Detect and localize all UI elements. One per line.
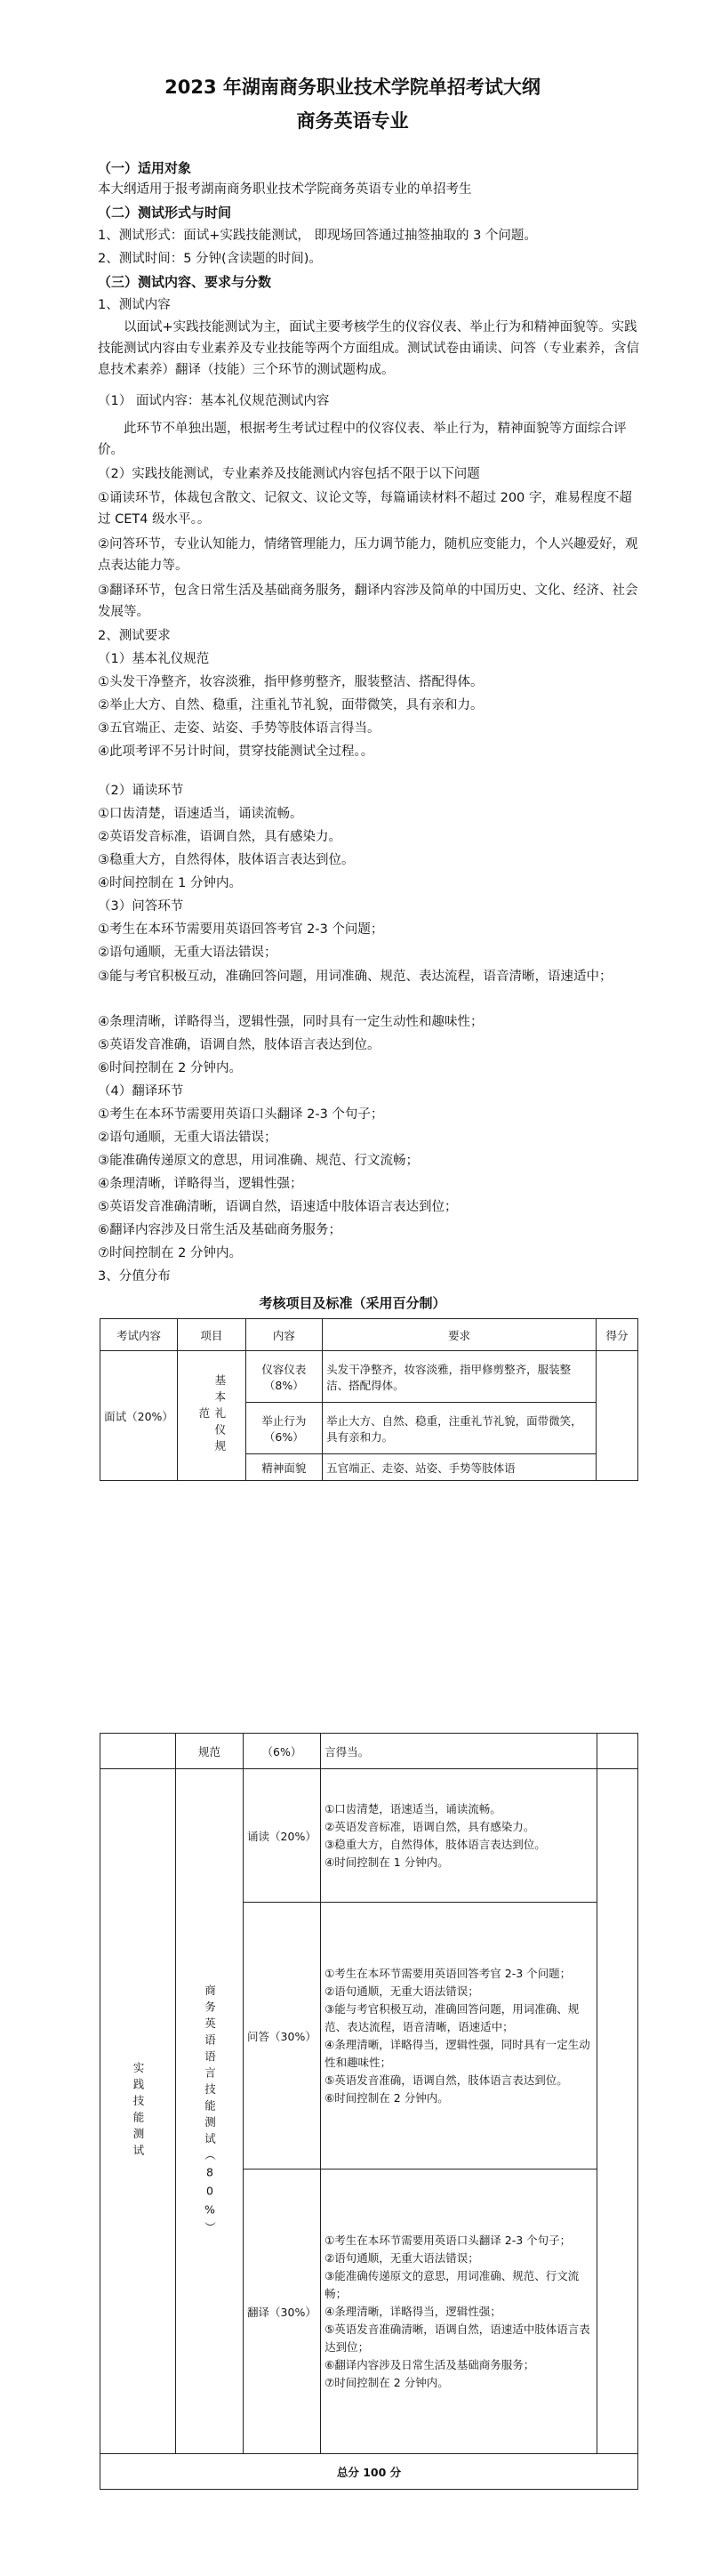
table-cell: （6%） bbox=[243, 1734, 320, 1769]
paragraph: ③稳重大方，自然得体，肢体语言表达到位。 bbox=[98, 853, 355, 867]
table-cell bbox=[321, 2169, 597, 2454]
paragraph: 本大纲适用于报考湖南商务职业技术学院商务英语专业的单招考生 bbox=[98, 182, 472, 197]
table-cell: 精神面貌 bbox=[245, 1454, 322, 1481]
requirement-item: ③能与考官积极互动，准确回答问题，用词准确、规范、表达流程，语音清晰，语速适中； bbox=[324, 2001, 580, 2033]
table-cell bbox=[100, 1734, 176, 1769]
paragraph: ①诵读环节，体裁包含散文、记叙文、议论文等，每篇诵读材料不超过 200 字，难易程度不超过 CET4 级水平。。 bbox=[98, 491, 632, 527]
requirement-item: ⑥时间控制在 2 分钟内。 bbox=[324, 2090, 449, 2105]
table-cell: 言得当。 bbox=[321, 1734, 597, 1769]
table-cell bbox=[321, 1769, 597, 1903]
score-table-part1 bbox=[100, 1318, 638, 1481]
table-cell: 仪容仪表（8%） bbox=[245, 1351, 322, 1403]
table-header-cell: 要求 bbox=[323, 1319, 597, 1351]
paragraph: ②语句通顺，无重大语法错误； bbox=[98, 1131, 277, 1145]
paragraph: （2）实践技能测试，专业素养及技能测试内容包括不限于以下问题 bbox=[98, 467, 480, 481]
subheading: 2、测试要求 bbox=[98, 629, 171, 643]
paragraph: ③翻译环节，包含日常生活及基础商务服务，翻译内容涉及简单的中国历史、文化、经济、社会发展等。 bbox=[98, 584, 638, 619]
requirement-item: ①考生在本环节需要用英语口头翻译 2-3 个句子； bbox=[324, 2233, 572, 2247]
paragraph: ①考生在本环节需要用英语口头翻译 2-3 个句子； bbox=[98, 1107, 384, 1122]
requirement-item: ④条理清晰，详略得当，逻辑性强； bbox=[324, 2304, 501, 2318]
subheading: 3、分值分布 bbox=[98, 1269, 171, 1284]
table-cell: 翻译（30%） bbox=[243, 2169, 320, 2454]
paragraph: ④时间控制在 1 分钟内。 bbox=[98, 876, 242, 890]
requirement-item: ⑥翻译内容涉及日常生活及基础商务服务； bbox=[324, 2357, 535, 2371]
document-title: 2023 年湖南商务职业技术学院单招考试大纲 bbox=[164, 76, 541, 98]
paragraph: ④条理清晰，详略得当，逻辑性强； bbox=[98, 1177, 303, 1191]
table-cell-text: 实践技能测试 bbox=[132, 2062, 146, 2161]
paragraph: （1） 面试内容：基本礼仪规范测试内容 bbox=[98, 394, 330, 408]
table-cell bbox=[178, 1351, 246, 1481]
paragraph: ②语句通顺，无重大语法错误； bbox=[98, 946, 277, 960]
requirement-item: ①考生在本环节需要用英语回答考官 2-3 个问题； bbox=[324, 1966, 572, 1980]
paragraph: ⑥时间控制在 2 分钟内。 bbox=[98, 1061, 242, 1075]
table-header-cell: 内容 bbox=[245, 1319, 322, 1351]
paragraph: ③能与考官积极互动，准确回答问题，用词准确、规范、表达流程，语音清晰，语速适中； bbox=[98, 970, 613, 984]
paragraph: 2、测试时间：5 分钟(含读题的时间)。 bbox=[98, 252, 322, 266]
requirement-item: ⑤英语发音准确清晰，语调自然，语速适中肢体语言表达到位； bbox=[324, 2322, 590, 2354]
paragraph: 1、测试形式：面试+实践技能测试， 即现场回答通过抽签抽取的 3 个问题。 bbox=[98, 229, 537, 243]
requirement-item: ④时间控制在 1 分钟内。 bbox=[324, 1855, 449, 1869]
requirement-item: ②语句通顺，无重大语法错误； bbox=[324, 2250, 479, 2265]
paragraph: （3）问答环节 bbox=[98, 899, 184, 914]
paragraph: ②英语发音标准，语调自然，具有感染力。 bbox=[98, 830, 341, 844]
paragraph: ⑥翻译内容涉及日常生活及基础商务服务； bbox=[98, 1223, 341, 1237]
paragraph: ①头发干净整齐，妆容淡雅，指甲修剪整齐，服装整洁、搭配得体。 bbox=[98, 675, 484, 689]
requirement-item: ③稳重大方，自然得体，肢体语言表达到位。 bbox=[324, 1837, 546, 1851]
score-cell bbox=[596, 1351, 637, 1481]
table-row bbox=[100, 1734, 638, 1769]
paragraph: 此环节不单独出题，根据考生考试过程中的仪容仪表、举止行为，精神面貌等方面综合评价。 bbox=[98, 422, 627, 457]
paragraph: （1）基本礼仪规范 bbox=[98, 652, 210, 666]
score-cell bbox=[597, 1734, 638, 1769]
table-header-cell: 考试内容 bbox=[100, 1319, 178, 1351]
table-row bbox=[100, 1769, 638, 1903]
paragraph: ①考生在本环节需要用英语回答考官 2-3 个问题； bbox=[98, 922, 384, 937]
paragraph: ⑦时间控制在 2 分钟内。 bbox=[98, 1246, 242, 1260]
table-cell: 问答（30%） bbox=[243, 1903, 320, 2169]
score-cell bbox=[597, 1769, 638, 2454]
table-cell bbox=[176, 1769, 244, 2454]
section-heading: （一）适用对象 bbox=[98, 160, 192, 176]
table-cell bbox=[321, 1903, 597, 2169]
paragraph: （2）诵读环节 bbox=[98, 784, 184, 798]
table-cell: 规范 bbox=[176, 1734, 244, 1769]
subheading: 1、测试内容 bbox=[98, 298, 171, 312]
document-subtitle: 商务英语专业 bbox=[296, 110, 409, 132]
paragraph: 以面试+实践技能测试为主，面试主要考核学生的仪容仪表、举止行为和精神面貌等。实践技能测试内容由专业素养及专业技能等两个方面组成。测试试卷由诵读、问答（专业素养，含信息技术素养）翻译（技能）三个环节的测试题构成。 bbox=[98, 320, 639, 377]
table-cell: 举止行为（6%） bbox=[245, 1403, 322, 1454]
paragraph: ②问答环节，专业认知能力，情绪管理能力，压力调节能力，随机应变能力，个人兴趣爱好，观点表达能力等。 bbox=[98, 537, 638, 573]
requirement-item: ⑤英语发音准确，语调自然，肢体语言表达到位。 bbox=[324, 2073, 568, 2087]
table-cell: 举止大方、自然、稳重，注重礼节礼貌，面带微笑，具有亲和力。 bbox=[323, 1403, 597, 1454]
paragraph: ①口齿清楚，语速适当，诵读流畅。 bbox=[98, 807, 303, 821]
score-table-part2 bbox=[100, 1733, 638, 2490]
requirement-item: ①口齿清楚，语速适当，诵读流畅。 bbox=[324, 1801, 501, 1815]
table-row bbox=[100, 1351, 638, 1403]
table-cell: 头发干净整齐，妆容淡雅，指甲修剪整齐，服装整洁、搭配得体。 bbox=[323, 1351, 597, 1403]
paragraph: ③能准确传递原文的意思，用词准确、规范、行文流畅； bbox=[98, 1154, 419, 1168]
requirement-item: ②英语发音标准，语调自然，具有感染力。 bbox=[324, 1819, 535, 1833]
requirement-item: ③能准确传递原文的意思，用词准确、规范、行文流畅； bbox=[324, 2268, 580, 2300]
table-cell-text: 基本礼仪规范 bbox=[196, 1374, 227, 1457]
paragraph: ②举止大方、自然、稳重，注重礼节礼貌，面带微笑，具有亲和力。 bbox=[98, 698, 484, 712]
table-cell: 五官端正、走姿、站姿、手势等肢体语 bbox=[323, 1454, 597, 1481]
paragraph: ⑤英语发音准确清晰，语调自然，语速适中肢体语言表达到位； bbox=[98, 1200, 458, 1214]
requirement-item: ④条理清晰，详略得当，逻辑性强，同时具有一定生动性和趣味性； bbox=[324, 2037, 590, 2069]
table-cell bbox=[100, 1769, 176, 2454]
total-score: 总分 100 分 bbox=[100, 2454, 638, 2490]
paragraph: ③五官端正、走姿、站姿、手势等肢体语言得当。 bbox=[98, 721, 381, 736]
section-heading: （三）测试内容、要求与分数 bbox=[98, 274, 272, 290]
paragraph: （4）翻译环节 bbox=[98, 1084, 184, 1099]
table-header-row bbox=[100, 1319, 638, 1351]
paragraph: ④此项考评不另计时间，贯穿技能测试全过程。。 bbox=[98, 745, 374, 759]
table-caption: 考核项目及标准（采用百分制） bbox=[259, 1295, 446, 1311]
table-cell: 面试（20%） bbox=[100, 1351, 178, 1481]
paragraph: ⑤英语发音准确，语调自然，肢体语言表达到位。 bbox=[98, 1038, 381, 1052]
table-header-cell: 得分 bbox=[596, 1319, 637, 1351]
table-total-row bbox=[100, 2454, 638, 2490]
requirement-item: ⑦时间控制在 2 分钟内。 bbox=[324, 2375, 449, 2389]
paragraph: ④条理清晰，详略得当，逻辑性强，同时具有一定生动性和趣味性； bbox=[98, 1015, 484, 1029]
table-header-cell: 项目 bbox=[178, 1319, 246, 1351]
section-heading: （二）测试形式与时间 bbox=[98, 205, 232, 221]
table-cell: 诵读（20%） bbox=[243, 1769, 320, 1903]
table-cell-text: 商务英语语言技能测试（80%） bbox=[203, 1984, 217, 2238]
requirement-item: ②语句通顺，无重大语法错误； bbox=[324, 1984, 479, 1998]
